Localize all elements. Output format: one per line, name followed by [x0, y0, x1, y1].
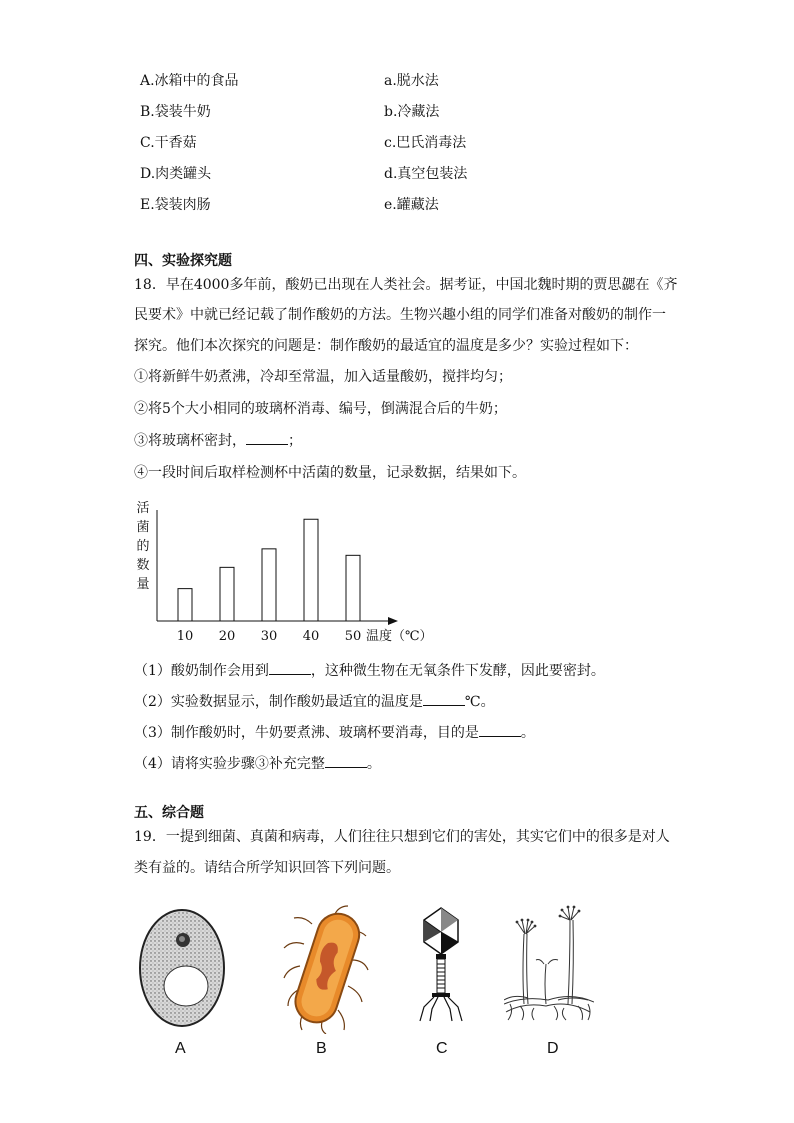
chart-y-label-char: 量	[136, 577, 150, 592]
step-1: ①将新鲜牛奶煮沸，冷却至常温，加入适量酸奶，搅拌均匀；	[134, 369, 512, 385]
sub-question-1-end: ，这种微生物在无氧条件下发酵，因此要密封。	[310, 663, 605, 679]
match-left-e: E.袋装肉肠	[140, 197, 211, 213]
sub-question-3-text: （3）制作酸奶时，牛奶要煮沸、玻璃杯要消毒，目的是	[134, 725, 479, 741]
match-right-e: e.罐藏法	[384, 197, 439, 213]
match-left-b: B.袋装牛奶	[140, 104, 211, 120]
chart-x-tick-50: 50	[344, 629, 362, 644]
answer-blank-step3[interactable]	[246, 432, 288, 445]
chart-bar-40	[304, 519, 318, 621]
figure-label-b: B	[316, 1040, 327, 1057]
chart-bar-10	[178, 589, 192, 621]
bacteria-count-bar-chart	[130, 496, 450, 646]
chart-y-axis-label	[136, 501, 149, 592]
chart-x-axis-label: 温度（℃）	[366, 629, 433, 644]
sub-question-2-text: （2）实验数据显示，制作酸奶最适宜的温度是	[134, 694, 423, 710]
sub-question-3	[134, 724, 535, 742]
match-right-c: c.巴氏消毒法	[384, 135, 467, 151]
section5-title: 五、综合题	[134, 805, 204, 821]
match-right-d: d.真空包装法	[384, 166, 468, 182]
chart-bar-50	[346, 555, 360, 621]
answer-blank-4[interactable]	[325, 755, 367, 768]
answer-blank-1[interactable]	[269, 662, 311, 675]
q18-line3: 探究。他们本次探究的问题是：制作酸奶的最适宜的温度是多少？实验过程如下：	[134, 338, 638, 354]
sub-question-4-text: （4）请将实验步骤③补充完整	[134, 756, 325, 772]
sub-question-2-end: ℃。	[464, 694, 495, 710]
chart-y-label-char: 菌	[136, 520, 150, 535]
sub-question-3-end: 。	[520, 725, 535, 741]
match-right-b: b.冷藏法	[384, 104, 440, 120]
q19-line1: 19．一提到细菌、真菌和病毒，人们往往只想到它们的害处，其实它们中的很多是对人	[134, 829, 670, 845]
step-3-end: ；	[288, 433, 302, 449]
q18-line1: 18．早在4000多年前，酸奶已出现在人类社会。据考证，中国北魏时期的贾思勰在《齐	[134, 277, 678, 293]
sub-question-1-text: （1）酸奶制作会用到	[134, 663, 269, 679]
chart-y-label-char: 数	[136, 558, 150, 573]
figure-label-a: A	[175, 1040, 186, 1057]
sub-question-1	[134, 662, 605, 680]
sub-question-4-end: 。	[366, 756, 381, 772]
chart-x-tick-30: 30	[260, 629, 278, 644]
step-3	[134, 432, 302, 450]
chart-x-tick-20: 20	[218, 629, 236, 644]
step-2: ②将5个大小相同的玻璃杯消毒、编号，倒满混合后的牛奶；	[134, 401, 507, 417]
match-left-a: A.冰箱中的食品	[140, 73, 239, 89]
match-left-d: D.肉类罐头	[140, 166, 212, 182]
yeast-cell-illustration	[134, 904, 234, 1032]
q19-line2: 类有益的。请结合所学知识回答下列问题。	[134, 860, 400, 876]
step-4: ④一段时间后取样检测杯中活菌的数量，记录数据，结果如下。	[134, 465, 526, 481]
chart-y-label-char: 活	[136, 501, 150, 516]
bacterium-illustration	[282, 904, 372, 1034]
chart-x-axis-arrow	[388, 617, 398, 625]
answer-blank-3[interactable]	[479, 724, 521, 737]
chart-bar-30	[262, 549, 276, 621]
match-right-a: a.脱水法	[384, 73, 439, 89]
chart-y-label-char: 的	[136, 539, 150, 554]
q18-line2: 民要术》中就已经记载了制作酸奶的方法。生物兴趣小组的同学们准备对酸奶的制作一	[134, 307, 666, 323]
section4-title: 四、实验探究题	[134, 253, 232, 269]
sub-question-4	[134, 755, 381, 773]
step-3-text: ③将玻璃杯密封，	[134, 433, 246, 449]
answer-blank-2[interactable]	[423, 693, 465, 706]
mold-illustration	[504, 904, 594, 1022]
chart-x-tick-40: 40	[302, 629, 320, 644]
figure-label-c: C	[436, 1040, 448, 1057]
bacteriophage-illustration	[416, 906, 466, 1024]
figure-label-d: D	[547, 1040, 559, 1057]
chart-bar-20	[220, 567, 234, 621]
match-left-c: C.干香菇	[140, 135, 197, 151]
sub-question-2	[134, 693, 495, 711]
chart-x-tick-10: 10	[176, 629, 194, 644]
